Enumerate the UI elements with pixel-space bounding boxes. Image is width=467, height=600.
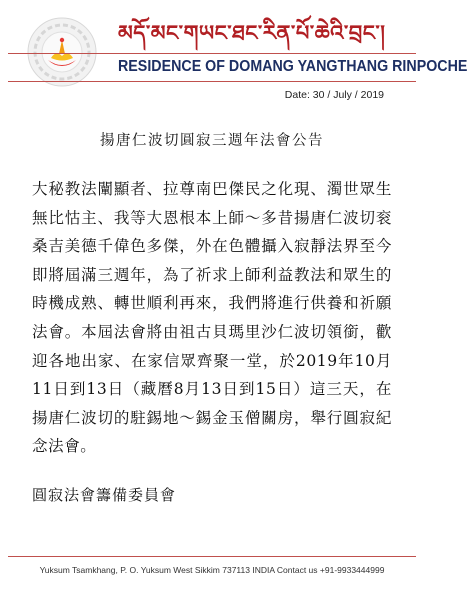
tibetan-title: མདོ་མང་གཡང་ཐང་རིན་པོ་ཆེའི་བྲང་། <box>118 20 386 45</box>
footer-address: Yuksum Tsamkhang, P. O. Yuksum West Sikkim 737113 INDIA Contact us +91-9933444999 <box>39 565 385 575</box>
header-divider <box>8 53 416 54</box>
date-text: Date: 30 / July / 2019 <box>284 89 384 101</box>
footer-divider <box>8 556 416 557</box>
document-title: 揚唐仁波切圓寂三週年法會公告 <box>100 133 324 149</box>
dharma-wheel-logo <box>26 16 98 88</box>
signature: 圓寂法會籌備委員會 <box>32 486 177 504</box>
announcement-body: 大秘教法闡顯者、拉尊南巴傑民之化現、濁世眾生無比怙主、我等大恩根本上師～多昔揚唐仁波切衮桑吉美德千偉色多傑，外在色體攝入寂靜法界至今即將屆滿三週年，為了祈求上師利益教法和眾生的時機成熟、轉世順利再來，我們將進行供養和祈願法會。本屆法會將由祖古貝瑪里沙仁波切領銜，歡迎各地出家、在家信眾齊聚一堂，於2019年10月11日到13日（藏曆8月13日到15日）這三天，在揚唐仁波切的駐錫地～錫金玉僧關房，舉行圓寂紀念法會。 <box>32 180 392 456</box>
english-title: RESIDENCE OF DOMANG YANGTHANG RINPOCHE <box>118 58 467 75</box>
header-divider-lower <box>8 81 416 82</box>
